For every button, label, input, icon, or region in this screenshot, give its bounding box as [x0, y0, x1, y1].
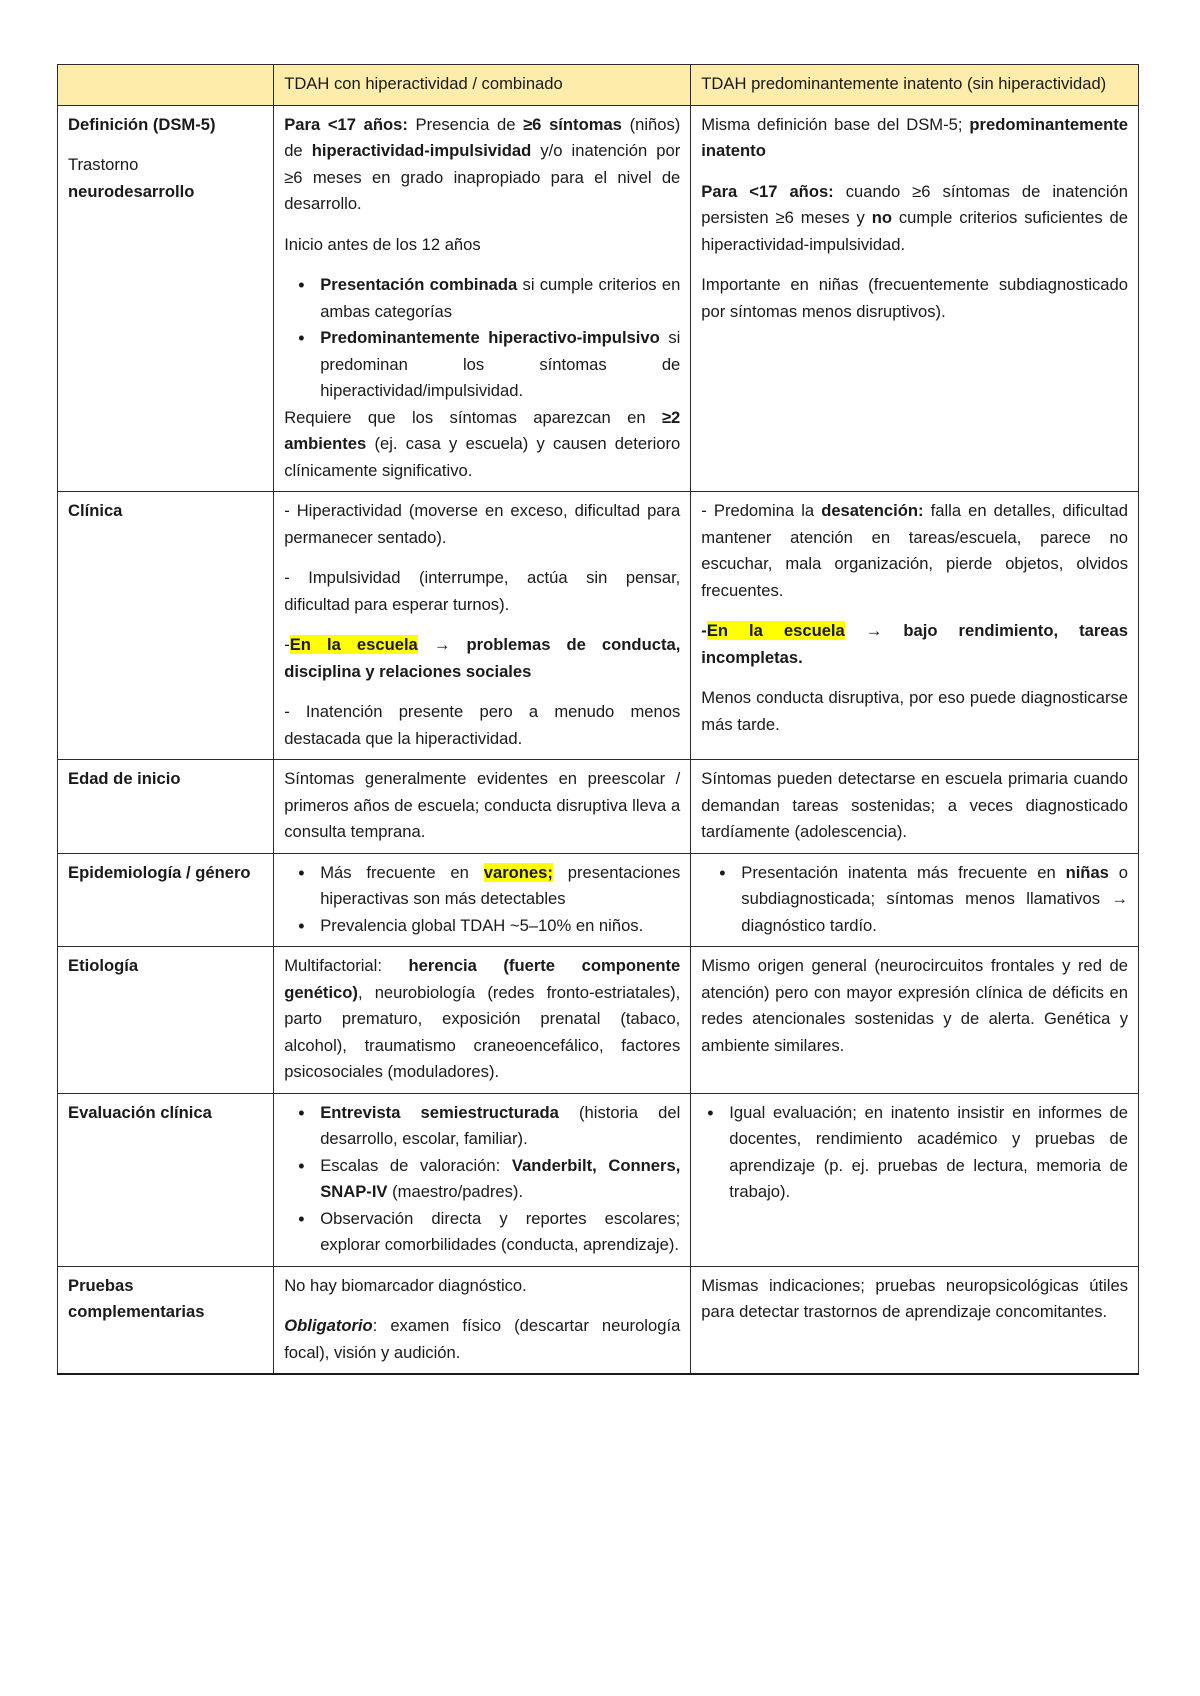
label-sub-line1: Trastorno [68, 155, 139, 174]
pruebas-inattentive: Mismas indicaciones; pruebas neuropsicológicas útiles para detectar trastornos de aprendizaje concomitantes. [691, 1266, 1139, 1374]
definicion-inattentive-p3: Importante en niñas (frecuentemente subdiagnosticado por síntomas menos disruptivos). [701, 275, 1128, 321]
epidemiologia-inattentive [691, 853, 1139, 947]
list-item: • Escalas de valoración: Vanderbilt, Conners, SNAP-IV (maestro/padres). [320, 1153, 680, 1206]
list-item: • Igual evaluación; en inatento insistir en informes de docentes, rendimiento académico y pruebas de aprendizaje (p. ej. pruebas de lectura, memoria de trabajo). [729, 1100, 1128, 1206]
evaluacion-combined [274, 1093, 691, 1266]
header-inattentive: TDAH predominantemente inatento (sin hiperactividad) [691, 65, 1139, 106]
evaluacion-combined-list [284, 1100, 680, 1259]
label-clinica: Clínica [58, 492, 274, 760]
row-pruebas [58, 1266, 1139, 1374]
row-epidemiologia [58, 853, 1139, 947]
label-epidemiologia: Epidemiología / género [58, 853, 274, 947]
header-row [58, 65, 1139, 106]
epidemiologia-combined [274, 853, 691, 947]
row-edad [58, 760, 1139, 854]
pruebas-combined-p1: No hay biomarcador diagnóstico. [284, 1275, 527, 1295]
definicion-combined-p1: Para <17 años: Presencia de ≥6 síntomas (niños) de hiperactividad-impulsividad y/o inatención por ≥6 meses en grado inapropiado para el nivel de desarrollo. [284, 114, 681, 213]
row-clinica [58, 492, 1139, 760]
epidemiologia-combined-list [284, 860, 680, 940]
row-definicion [58, 105, 1139, 492]
definicion-combined-p2: Inicio antes de los 12 años [284, 234, 481, 254]
list-item: • Más frecuente en varones; presentaciones hiperactivas son más detectables [320, 860, 680, 913]
clinica-inattentive-p3: Menos conducta disruptiva, por eso puede diagnosticarse más tarde. [701, 688, 1128, 734]
definicion-inattentive-p1: Misma definición base del DSM-5; predominantemente inatento [701, 114, 1128, 160]
definicion-combined-p3: Requiere que los síntomas aparezcan en ≥2 ambientes (ej. casa y escuela) y causen deterioro clínicamente significativo. [284, 407, 681, 480]
edad-combined: Síntomas generalmente evidentes en preescolar / primeros años de escuela; conducta disruptiva lleva a consulta temprana. [274, 760, 691, 854]
row-etiologia [58, 947, 1139, 1094]
epidemiologia-inattentive-list [701, 860, 1128, 940]
clinica-inattentive-p2: -En la escuela → bajo rendimiento, tareas incompletas. [701, 621, 1128, 667]
pruebas-combined-p2: Obligatorio: examen físico (descartar neurología focal), visión y audición. [284, 1316, 681, 1362]
definicion-inattentive [691, 105, 1139, 492]
clinica-inattentive [691, 492, 1139, 760]
header-combined: TDAH con hiperactividad / combinado [274, 65, 691, 106]
list-item: • Observación directa y reportes escolares; explorar comorbilidades (conducta, aprendizaje). [320, 1206, 680, 1259]
definicion-combined [274, 105, 691, 492]
label-definicion [58, 105, 274, 492]
list-item: • Presentación combinada si cumple criterios en ambas categorías [320, 272, 680, 325]
pruebas-combined [274, 1266, 691, 1374]
clinica-inattentive-p1: - Predomina la desatención: falla en detalles, dificultad mantener atención en tareas/escuela, parece no escuchar, mala organización, pierde objetos, olvidos frecuentes. [701, 501, 1128, 600]
header-empty-cell [58, 65, 274, 106]
label-definicion-title: Definición (DSM-5) [68, 114, 216, 134]
clinica-combined-p1: - Hiperactividad (moverse en exceso, dificultad para permanecer sentado). [284, 501, 681, 547]
clinica-combined-p3: -En la escuela → problemas de conducta, disciplina y relaciones sociales [284, 635, 681, 681]
label-sub-line2: neurodesarrollo [68, 181, 195, 201]
label-pruebas: Pruebas complementarias [58, 1266, 274, 1374]
edad-inattentive: Síntomas pueden detectarse en escuela primaria cuando demandan tareas sostenidas; a veces diagnosticado tardíamente (adolescencia). [691, 760, 1139, 854]
highlight: varones; [483, 862, 553, 882]
highlight: En la escuela [706, 621, 845, 640]
clinica-combined-p4: - Inatención presente pero a menudo menos destacada que la hiperactividad. [284, 702, 681, 748]
label-definicion-sub [68, 152, 263, 205]
label-edad: Edad de inicio [58, 760, 274, 854]
etiologia-inattentive: Mismo origen general (neurocircuitos frontales y red de atención) pero con mayor expresión clínica de déficits en redes atencionales sostenidas y de alerta. Genética y ambiente similares. [691, 947, 1139, 1094]
list-item: • Predominantemente hiperactivo-impulsivo si predominan los síntomas de hiperactividad/impulsividad. [320, 325, 680, 405]
evaluacion-inattentive-list [701, 1100, 1128, 1206]
definicion-inattentive-p2: Para <17 años: cuando ≥6 síntomas de inatención persisten ≥6 meses y no cumple criterios suficientes de hiperactividad-impulsividad. [701, 181, 1128, 254]
highlight: En la escuela [289, 635, 418, 654]
definicion-combined-list [284, 272, 680, 405]
row-evaluacion [58, 1093, 1139, 1266]
list-item: • Entrevista semiestructurada (historia del desarrollo, escolar, familiar). [320, 1100, 680, 1153]
evaluacion-inattentive [691, 1093, 1139, 1266]
label-etiologia: Etiología [58, 947, 274, 1094]
comparison-table [57, 64, 1139, 1375]
clinica-combined-p2: - Impulsividad (interrumpe, actúa sin pensar, dificultad para esperar turnos). [284, 568, 681, 614]
list-item: • Prevalencia global TDAH ~5–10% en niños. [320, 913, 680, 940]
label-evaluacion: Evaluación clínica [58, 1093, 274, 1266]
list-item: • Presentación inatenta más frecuente en niñas o subdiagnosticada; síntomas menos llamativos → diagnóstico tardío. [741, 860, 1128, 940]
etiologia-combined: Multifactorial: herencia (fuerte componente genético), neurobiología (redes fronto-estriatales), parto prematuro, exposición prenatal (tabaco, alcohol), traumatismo craneoencefálico, factores psicosociales (moduladores). [274, 947, 691, 1094]
clinica-combined [274, 492, 691, 760]
